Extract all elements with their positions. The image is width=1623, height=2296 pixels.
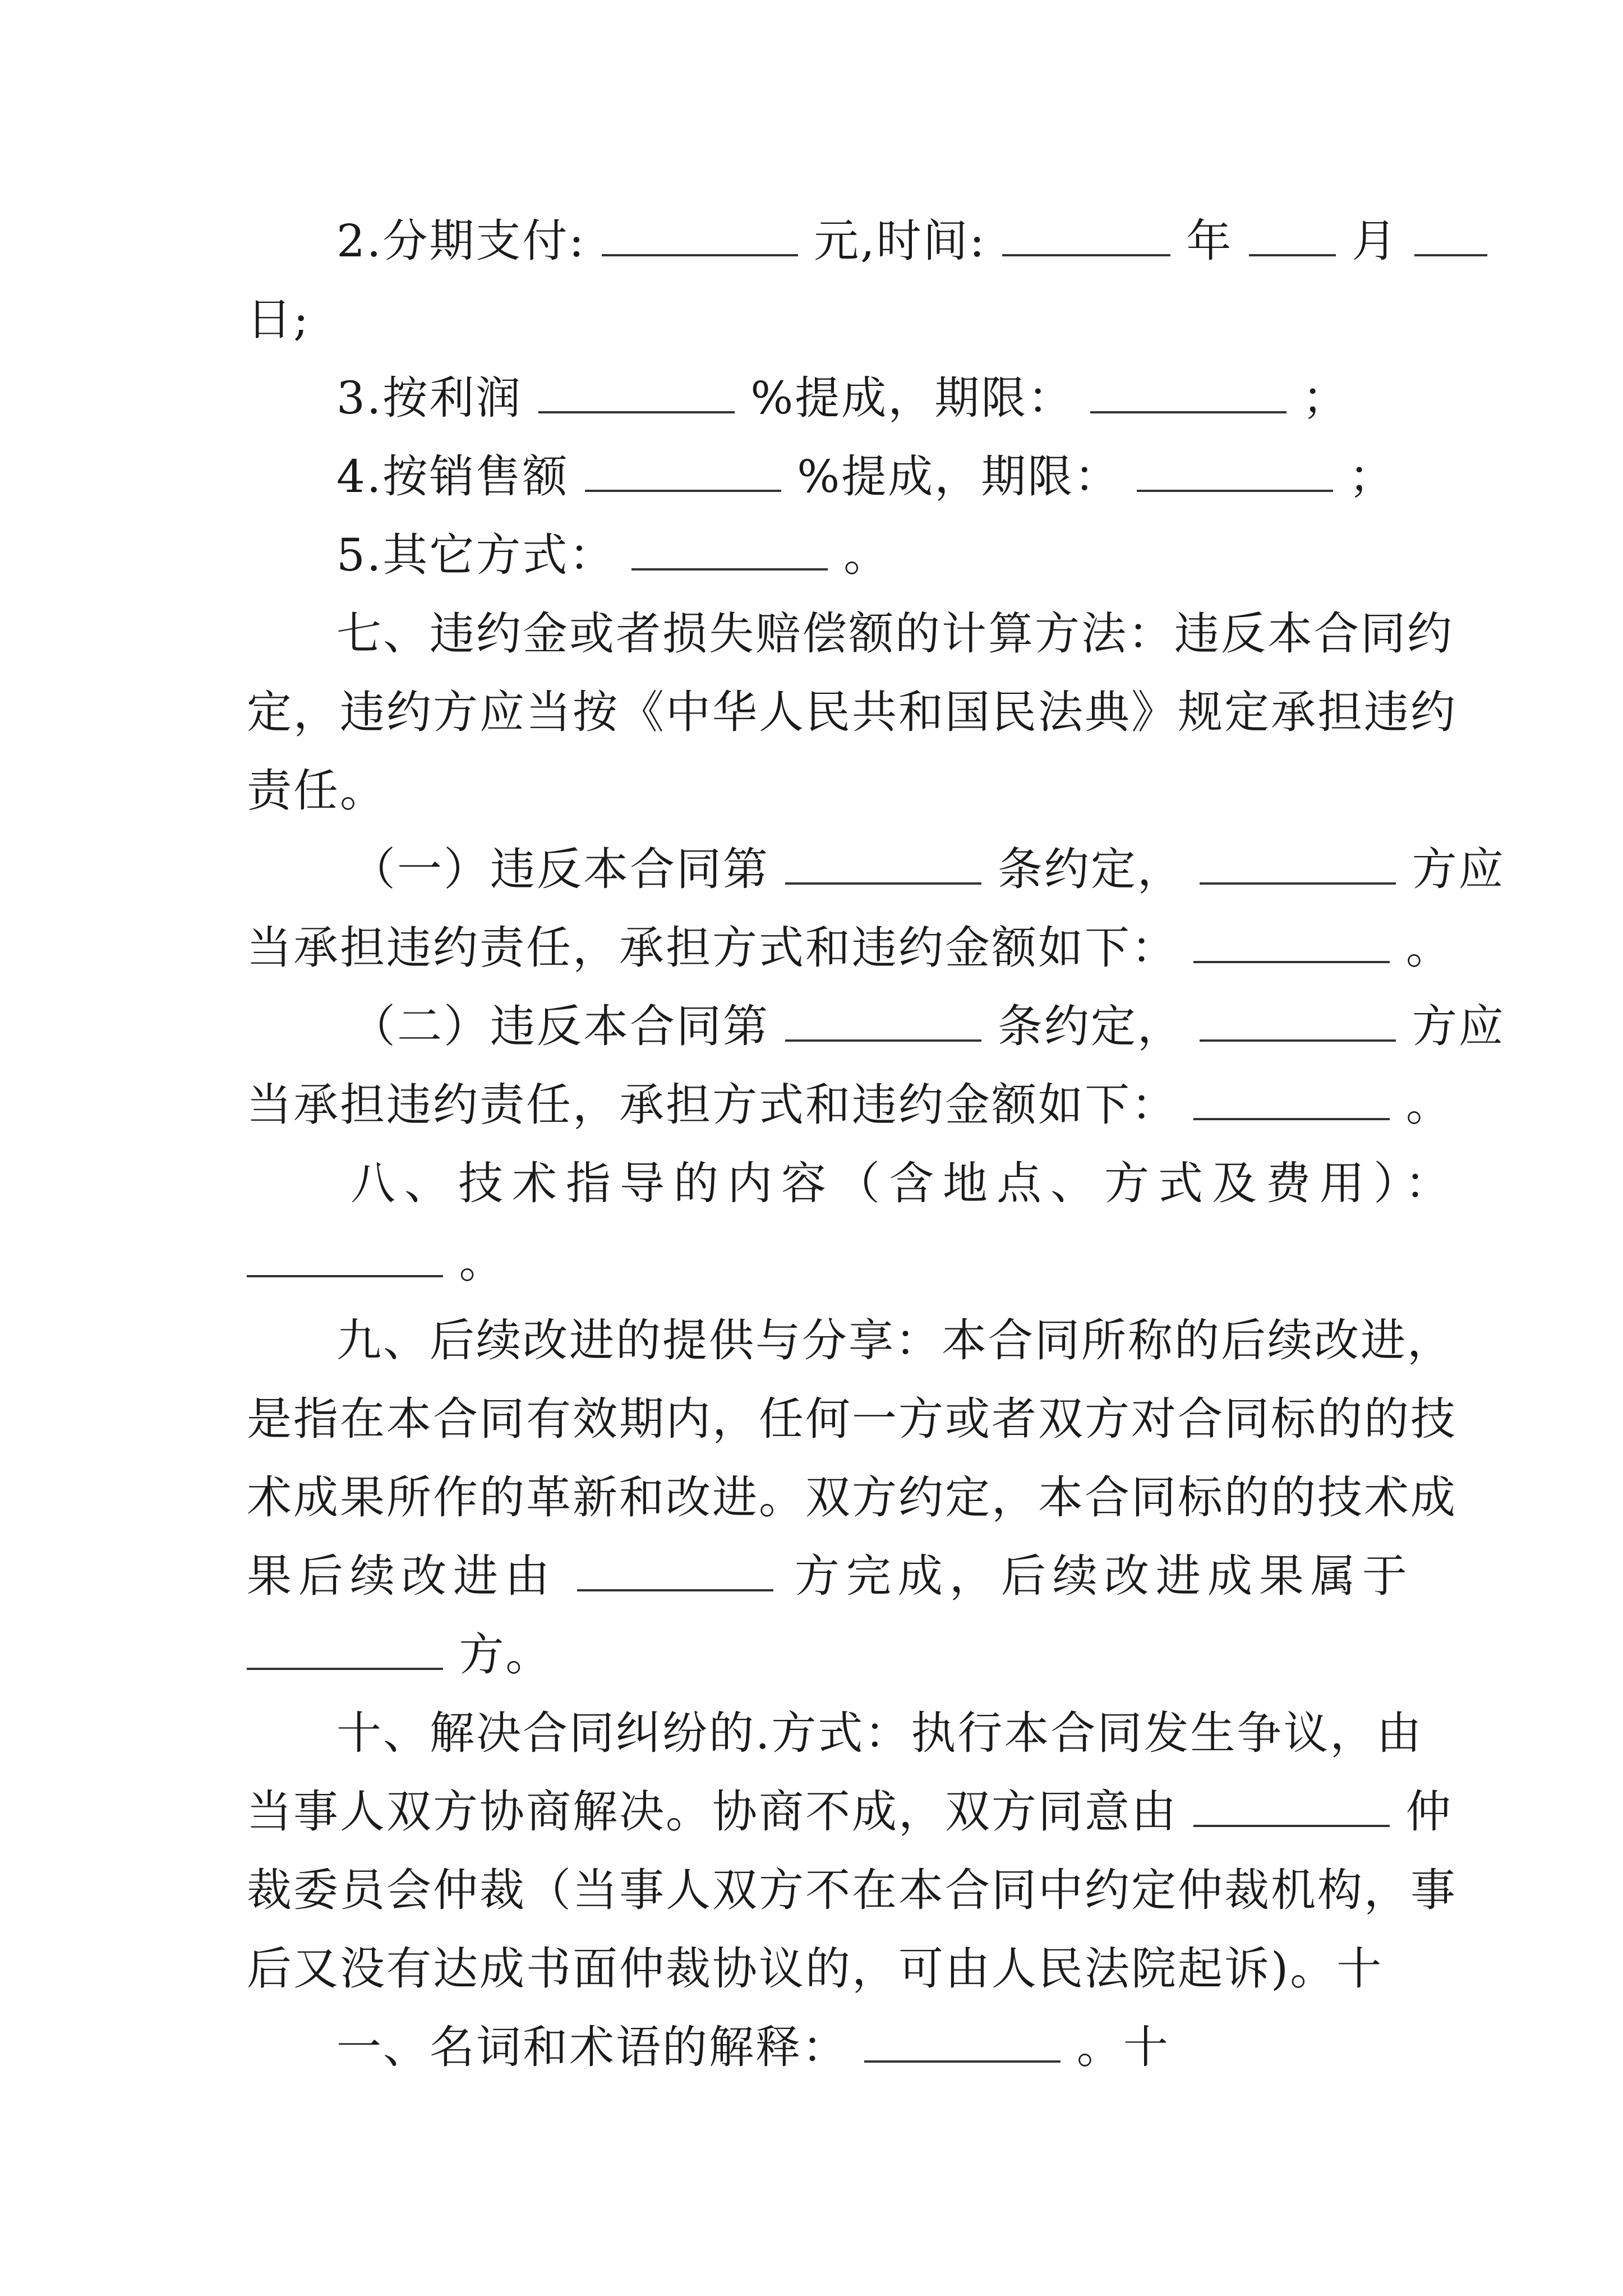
blank-guidance[interactable] bbox=[247, 1236, 443, 1277]
clause-8 bbox=[247, 1150, 1459, 1217]
text: （一）违反本合同第 bbox=[351, 843, 769, 895]
text: 方完成，后续改进成果属于 bbox=[794, 1550, 1414, 1602]
clause-9-cont bbox=[247, 1464, 1457, 1531]
text: %提成，期限： bbox=[797, 450, 1121, 503]
text: ； bbox=[1349, 450, 1396, 503]
text: 方。 bbox=[459, 1628, 552, 1681]
text: （二）违反本合同第 bbox=[351, 1000, 769, 1052]
text: 月 bbox=[1352, 215, 1399, 267]
blank-percent[interactable] bbox=[538, 372, 735, 413]
text: 一、名词和术语的解释： bbox=[336, 2021, 849, 2073]
text: 是指在本合同有效期内，任何一方或者双方对合同标的的技 bbox=[247, 1393, 1457, 1445]
clause-10-cont bbox=[247, 1778, 1453, 1846]
blank-terms[interactable] bbox=[864, 2021, 1061, 2063]
clause-11 bbox=[247, 2014, 1391, 2081]
text: 元,时间: bbox=[814, 215, 986, 267]
text: 当承担违约责任，承担方式和违约金额如下： bbox=[247, 922, 1178, 974]
clause-7-para bbox=[247, 679, 1457, 746]
clause-6-2-cont bbox=[247, 286, 1391, 353]
blank-party[interactable] bbox=[577, 1550, 773, 1591]
blank-amount[interactable] bbox=[602, 215, 798, 256]
clause-10 bbox=[247, 1700, 1423, 1767]
text: 5.其它方式： bbox=[336, 529, 616, 581]
text: ； bbox=[1302, 372, 1349, 424]
blank-clause-no[interactable] bbox=[785, 843, 981, 885]
clause-6-2-installment bbox=[247, 208, 1399, 275]
text: 定，违约方应当按《中华人民共和国民法典》规定承担违约 bbox=[247, 686, 1457, 738]
text: 。 bbox=[1405, 1079, 1453, 1131]
text: 七、违约金或者损失赔偿额的计算方法：违反本合同约 bbox=[336, 608, 1454, 660]
clause-9 bbox=[247, 1307, 1454, 1374]
text: 。 bbox=[843, 529, 891, 581]
text: 责任。 bbox=[247, 765, 386, 817]
text: 2.分期支付: bbox=[336, 215, 586, 267]
clause-10-cont bbox=[247, 1857, 1457, 1924]
text: 果后续改进由 bbox=[247, 1550, 556, 1602]
clause-6-3-profit bbox=[247, 365, 1391, 432]
clause-7-2 bbox=[247, 993, 1505, 1060]
blank-party[interactable] bbox=[1200, 843, 1396, 885]
text: 。 bbox=[459, 1236, 506, 1288]
text: 。十 bbox=[1076, 2021, 1170, 2073]
clause-7-1-cont bbox=[247, 914, 1453, 982]
blank-month[interactable] bbox=[1249, 215, 1336, 256]
clause-7-2-cont bbox=[247, 1071, 1453, 1139]
clause-7-para bbox=[247, 757, 1391, 825]
text: 4.按销售额 bbox=[336, 450, 569, 503]
clause-9-cont bbox=[247, 1386, 1457, 1453]
clause-10-cont bbox=[247, 1935, 1391, 2003]
text: 年 bbox=[1186, 215, 1233, 267]
blank-year[interactable] bbox=[1002, 215, 1170, 256]
clause-9-cont bbox=[247, 1621, 1391, 1688]
blank-clause-no[interactable] bbox=[785, 1000, 981, 1042]
blank-other-method[interactable] bbox=[631, 529, 828, 570]
clause-9-cont bbox=[247, 1543, 1414, 1610]
blank-percent[interactable] bbox=[585, 450, 781, 492]
blank-arbitration[interactable] bbox=[1193, 1786, 1390, 1827]
blank-term[interactable] bbox=[1090, 372, 1287, 413]
text: 。 bbox=[1405, 922, 1453, 974]
text: 术成果所作的革新和改进。双方约定，本合同标的的技术成 bbox=[247, 1471, 1457, 1524]
text: 八、技术指导的内容（含地点、方式及费用）： bbox=[351, 1157, 1459, 1209]
clause-8-cont bbox=[247, 1228, 1391, 1296]
text: 当事人双方协商解决。协商不成，双方同意由 bbox=[247, 1786, 1178, 1838]
text: 当承担违约责任，承担方式和违约金额如下： bbox=[247, 1079, 1178, 1131]
text: 条约定， bbox=[997, 1000, 1184, 1052]
blank-penalty[interactable] bbox=[1193, 922, 1390, 963]
blank-term[interactable] bbox=[1137, 450, 1333, 492]
text: 十、解决合同纠纷的.方式：执行本合同发生争议，由 bbox=[336, 1707, 1423, 1759]
text: 条约定， bbox=[997, 843, 1184, 895]
text: 九、后续改进的提供与分享：本合同所称的后续改进， bbox=[336, 1314, 1454, 1366]
blank-party[interactable] bbox=[1200, 1000, 1396, 1042]
text: 日; bbox=[247, 293, 310, 346]
text: 后又没有达成书面仲裁协议的，可由人民法院起诉)。十 bbox=[247, 1943, 1384, 1995]
clause-7-para bbox=[247, 600, 1454, 668]
text: %提成，期限： bbox=[750, 372, 1075, 424]
text: 裁委员会仲裁（当事人双方不在本合同中约定仲裁机构，事 bbox=[247, 1864, 1457, 1916]
text: 方应 bbox=[1412, 843, 1505, 895]
clause-6-5-other bbox=[247, 522, 1391, 589]
text: 3.按利润 bbox=[336, 372, 523, 424]
blank-party[interactable] bbox=[247, 1628, 443, 1670]
text: 仲 bbox=[1405, 1786, 1453, 1838]
clause-7-1 bbox=[247, 836, 1505, 903]
blank-day[interactable] bbox=[1414, 215, 1487, 256]
text: 方应 bbox=[1412, 1000, 1505, 1052]
blank-penalty[interactable] bbox=[1193, 1079, 1390, 1120]
clause-6-4-sales bbox=[247, 443, 1396, 510]
